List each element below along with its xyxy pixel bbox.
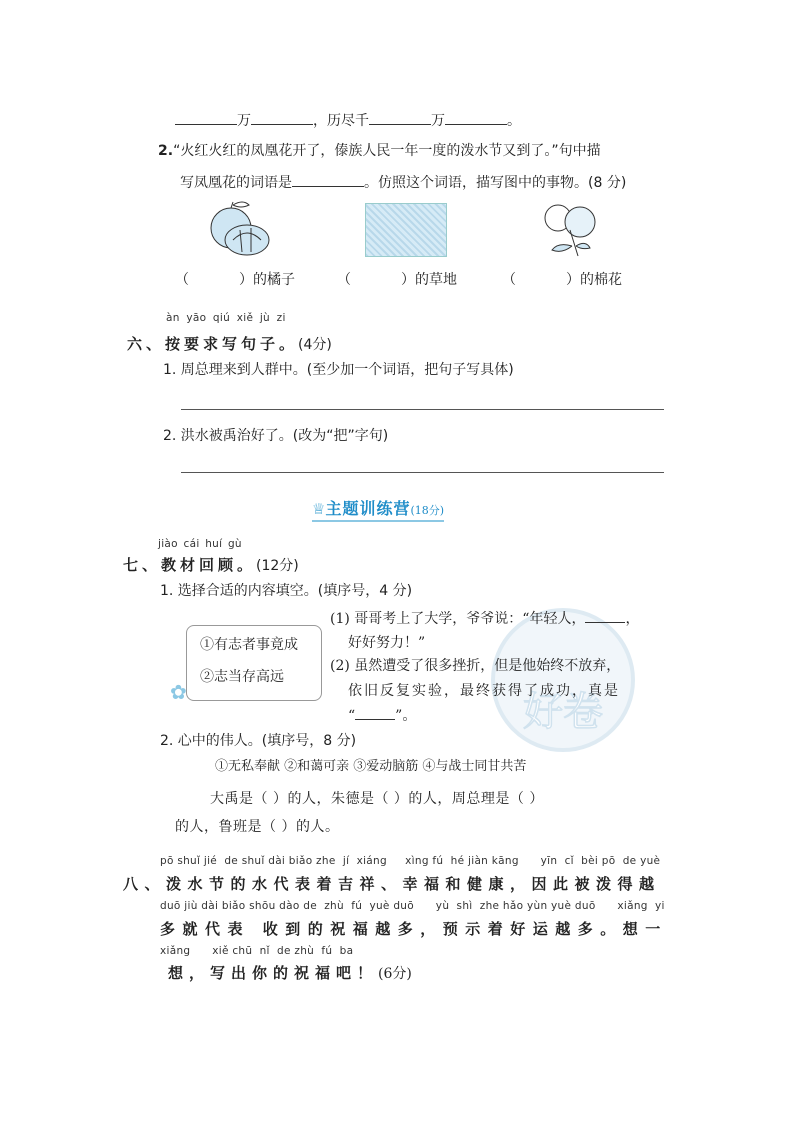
open-paren: （: [337, 272, 351, 288]
text: 万: [431, 113, 445, 129]
sentence-1b: 好好努力！”: [348, 635, 426, 651]
question-text: 写凤凰花的词语是: [180, 175, 292, 191]
blank[interactable]: [292, 173, 364, 187]
question-text: 。仿照这个词语，描写图中的事物。(8 分): [364, 175, 627, 191]
blank[interactable]: [175, 111, 237, 125]
score: (6分): [378, 966, 412, 982]
section7-pinyin: jiào cái huí gù: [158, 538, 242, 550]
describe-item-cotton: [502, 271, 622, 289]
blank[interactable]: [369, 111, 431, 125]
section8-pinyin-2: duō jiù dài biǎo shōu dào de zhù fú yuè duō yù shì zhe hǎo yùn yuè duō xiǎng yi: [160, 900, 665, 912]
sentence-2c: [348, 706, 416, 725]
text: (1) 哥哥考上了大学，爷爷说：“年轻人，: [330, 611, 586, 627]
describe-item-orange: [175, 271, 295, 289]
section6-q1: 1. 周总理来到人群中。(至少加一个词语，把句子写具体): [163, 362, 514, 378]
option-2: ②志当存高远: [200, 669, 284, 685]
section8-pinyin-1: pō shuǐ jié de shuǐ dài biǎo zhe jí xiáng xìng fú hé jiàn kāng yīn cǐ bèi pō de yuè: [160, 855, 661, 867]
open-paren: （: [175, 272, 189, 288]
flower-icon: ✿: [170, 680, 187, 704]
banner-score: (18分): [410, 504, 445, 517]
item-label: ）的棉花: [566, 272, 622, 288]
title-text: 七、教材回顾。: [123, 556, 257, 574]
item-label: ）的橘子: [239, 272, 295, 288]
q5-2-text-b: [180, 173, 626, 192]
section8-line-3: [168, 962, 412, 983]
q5-2-text: [158, 142, 601, 160]
open-paren: （: [502, 272, 516, 288]
section6-title: [127, 333, 332, 354]
q5-line1: [175, 111, 521, 130]
text: 想，写出你的祝福吧！: [168, 964, 379, 982]
banner-title: 主题训练营: [325, 499, 411, 518]
describe-item-grass: [337, 271, 457, 289]
sentence-2b: 依旧反复实验，最终获得了成功，真是: [348, 683, 620, 699]
section7-q1-prompt: 1. 选择合适的内容填空。(填序号，4 分): [160, 583, 413, 599]
section8-line-2: 多就代表 收到的祝福越多，预示着好运越多。想一: [160, 920, 668, 938]
section7-q2-line1: 大禹是（ ）的人，朱德是（ ）的人，周总理是（ ）: [210, 791, 544, 807]
blank[interactable]: [445, 111, 507, 125]
section6-q2: 2. 洪水被禹治好了。(改为“把”字句): [163, 428, 389, 444]
option-1: ①有志者事竟成: [200, 637, 298, 653]
text: ”。: [395, 708, 417, 724]
orange-icon: [205, 200, 275, 260]
section6-pinyin: àn yāo qiú xiě jù zi: [166, 312, 286, 324]
question-text: “火红火红的凤凰花开了，傣族人民一年一度的泼水节又到了。”句中描: [173, 143, 601, 159]
text: “: [348, 708, 356, 724]
cotton-icon: [540, 200, 605, 260]
grass-icon: [365, 203, 447, 257]
text: 。: [507, 113, 521, 129]
section7-q2-options: ①无私奉献 ②和蔼可亲 ③爱动脑筋 ④与战士同甘共苦: [215, 759, 527, 774]
blank[interactable]: [251, 111, 313, 125]
item-label: ）的草地: [401, 272, 457, 288]
section8-pinyin-3: xiǎng xiě chū nǐ de zhù fú ba: [160, 945, 354, 957]
text: 万: [237, 113, 251, 129]
text: ，历尽千: [313, 113, 369, 129]
section7-q2-line2: 的人，鲁班是（ ）的人。: [175, 819, 340, 835]
sentence-2: (2) 虽然遭受了很多挫折，但是他始终不放弃，: [330, 658, 621, 674]
section7-q2-prompt: 2. 心中的伟人。(填序号，8 分): [160, 733, 357, 749]
score: (12分): [256, 558, 299, 574]
crown-icon: ♕: [312, 500, 326, 518]
text: ，: [625, 611, 640, 627]
answer-line[interactable]: [181, 472, 664, 473]
blank[interactable]: [585, 609, 625, 623]
svg-text:好卷: 好卷: [523, 689, 603, 735]
score: (4分): [298, 337, 332, 353]
blank[interactable]: [355, 706, 395, 720]
section7-title: [123, 554, 299, 575]
section8-line-1: 八、泼水节的水代表着吉祥、幸福和健康，因此被泼得越: [123, 875, 661, 893]
title-text: 六、按要求写句子。: [127, 335, 299, 353]
question-number: 2.: [158, 143, 174, 159]
sentence-1: [330, 609, 639, 628]
theme-banner: [312, 496, 444, 522]
answer-line[interactable]: [181, 409, 664, 410]
